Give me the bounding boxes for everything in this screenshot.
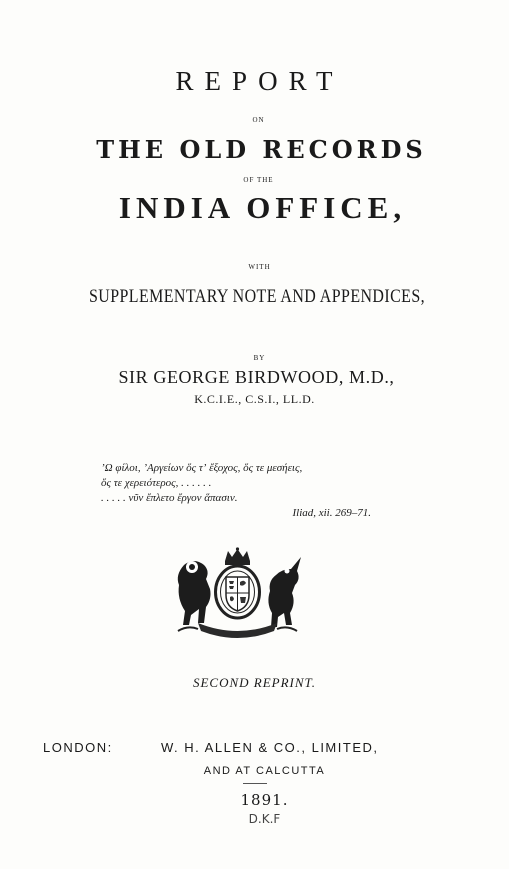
greek-epigraph bbox=[101, 461, 391, 521]
divider-rule bbox=[243, 783, 267, 784]
old-records-blackletter-title: THE OLD RECORDS bbox=[96, 135, 427, 164]
publication-year: 1891. bbox=[240, 791, 289, 809]
report-heading: REPORT bbox=[175, 66, 344, 96]
epigraph-line: ʼΩ φίλοι, ʼΑργείων ὅς τʼ ἔξοχος, ὅς τε μεσήεις, bbox=[101, 462, 303, 474]
by-label: BY bbox=[253, 354, 266, 362]
edition-note: SECOND REPRINT. bbox=[192, 675, 317, 690]
author-honours: K.C.I.E., C.S.I., LL.D. bbox=[194, 392, 315, 406]
india-office-title: INDIA OFFICE, bbox=[118, 190, 407, 225]
epigraph-citation: Iliad, xii. 269–71. bbox=[292, 507, 371, 519]
epigraph-line: . . . . . νῦν ἔπλετο ἔργον ἅπασιν. bbox=[101, 492, 238, 504]
on-label: ON bbox=[252, 116, 265, 124]
imprint-branch: AND AT CALCUTTA bbox=[203, 765, 326, 777]
with-label: WITH bbox=[248, 263, 271, 271]
imprint-publisher: W. H. ALLEN & CO., LIMITED, bbox=[161, 740, 379, 755]
author-name: SIR GEORGE BIRDWOOD, M.D., bbox=[118, 367, 395, 387]
handwritten-mark: D.K.F bbox=[248, 812, 281, 826]
of-the-label: OF THE bbox=[243, 176, 274, 184]
epigraph-line: ὅς τε χερειότερος, . . . . . . bbox=[101, 477, 212, 489]
royal-coat-of-arms-icon bbox=[170, 547, 305, 639]
imprint-city: LONDON: bbox=[43, 740, 113, 755]
supplementary-subtitle: SUPPLEMENTARY NOTE AND APPENDICES, bbox=[88, 286, 426, 307]
